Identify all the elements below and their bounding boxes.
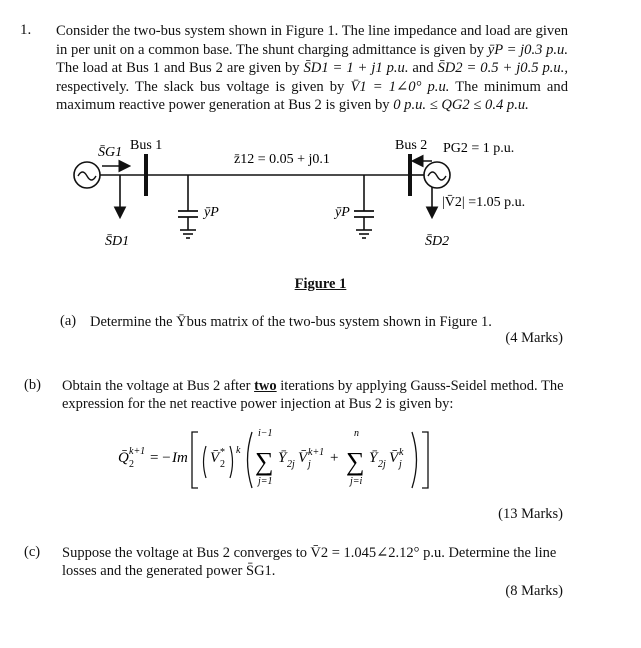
svg-text:V̄: V̄ xyxy=(210,450,220,466)
svg-text:2: 2 xyxy=(220,459,225,470)
generator-1-icon xyxy=(74,162,100,188)
part-b-emphasis: two xyxy=(254,378,277,394)
svg-text:2j: 2j xyxy=(287,459,295,470)
sd2-expression: S̄D2 = 0.5 + j0.5 p.u., xyxy=(437,60,568,77)
svg-text:*: * xyxy=(220,447,225,458)
svg-text:Ȳ: Ȳ xyxy=(369,450,378,466)
yp-expression: ȳP = j0.3 p.u. xyxy=(487,41,568,58)
part-b-text xyxy=(62,377,567,413)
svg-text:∑: ∑ xyxy=(255,447,274,476)
svg-text:j: j xyxy=(308,459,311,470)
svg-text:k+1: k+1 xyxy=(308,447,325,458)
svg-text:j=1: j=1 xyxy=(258,476,273,487)
svg-text:Im: Im xyxy=(172,450,188,466)
part-c-label: (c) xyxy=(24,544,41,560)
part-b-marks: (13 Marks) xyxy=(498,506,563,522)
bus-2-label: Bus 2 xyxy=(395,138,428,153)
figure-caption: Figure 1 xyxy=(294,276,347,292)
svg-text:i−1: i−1 xyxy=(258,428,273,439)
svg-text:k+1: k+1 xyxy=(129,446,146,457)
svg-text:n: n xyxy=(354,428,359,439)
z12-label: z̄12 = 0.05 + j0.1 xyxy=(234,152,330,167)
part-b-text-pre: Obtain the voltage at Bus 2 after xyxy=(62,378,255,394)
part-c-text: Suppose the voltage at Bus 2 converges to V̄2 = 1.045∠2.12° p.u. Determine the line losses and the generated power S̄G1. xyxy=(62,545,557,579)
svg-text:V̄: V̄ xyxy=(389,450,399,466)
intro-text-3: and xyxy=(408,60,438,77)
svg-text:k: k xyxy=(236,445,241,456)
svg-text:2j: 2j xyxy=(378,459,386,470)
intro-text-5: The minimum and maximum reactive power generation at Bus 2 is given by xyxy=(56,78,568,114)
svg-text:∑: ∑ xyxy=(346,447,365,476)
svg-text:2: 2 xyxy=(129,459,134,470)
intro-text-2: The load at Bus 1 and Bus 2 are given by xyxy=(56,60,304,77)
yp-left-label: ȳP xyxy=(204,205,219,220)
bus-1-label: Bus 1 xyxy=(130,138,163,153)
part-a-text: Determine the Ȳbus matrix of the two-bus system shown in Figure 1. xyxy=(90,314,492,330)
part-a-label: (a) xyxy=(60,313,77,329)
pg2-label: PG2 = 1 p.u. xyxy=(443,141,515,156)
two-bus-diagram xyxy=(0,0,641,270)
part-a-marks: (4 Marks) xyxy=(505,330,563,346)
sg1-label: S̄G1 xyxy=(98,145,123,160)
generator-2-icon xyxy=(424,162,450,188)
v2-magnitude-label: |V̄2| =1.05 p.u. xyxy=(442,195,526,210)
svg-text:= −: = − xyxy=(150,450,171,466)
svg-text:+: + xyxy=(330,450,339,466)
q-limit-expression: 0 p.u. ≤ QG2 ≤ 0.4 p.u. xyxy=(393,97,529,114)
intro-text-1: Consider the two-bus system shown in Figure 1. The line impedance and load are given in per unit on a common base. The shunt charging admittance is given by xyxy=(56,23,568,58)
shunt-capacitor-right-icon xyxy=(354,175,374,238)
sd1-expression: S̄D1 = 1 + j1 p.u. xyxy=(303,60,409,77)
svg-text:j: j xyxy=(399,459,402,470)
yp-right-label: ȳP xyxy=(335,205,350,220)
svg-text:Q̄: Q̄ xyxy=(118,450,129,466)
part-b-label: (b) xyxy=(24,377,41,393)
question-number: 1. xyxy=(20,22,32,38)
sd1-label: S̄D1 xyxy=(105,234,130,249)
part-c-marks: (8 Marks) xyxy=(505,583,563,599)
v1-expression: V̄1 = 1∠0° p.u. xyxy=(350,78,450,95)
intro-text-4: respectively. The slack bus voltage is given by xyxy=(56,78,351,95)
part-b-text-post: iterations by applying Gauss-Seidel method. The expression for the net reactive power injection at Bus 2 is given by: xyxy=(62,378,564,412)
svg-text:V̄: V̄ xyxy=(298,450,308,466)
gauss-seidel-equation xyxy=(110,418,440,492)
shunt-capacitor-left-icon xyxy=(178,175,198,238)
svg-text:Ȳ: Ȳ xyxy=(278,450,287,466)
svg-text:j=i: j=i xyxy=(350,476,363,487)
svg-text:k: k xyxy=(399,447,404,458)
sd2-label: S̄D2 xyxy=(425,234,450,249)
